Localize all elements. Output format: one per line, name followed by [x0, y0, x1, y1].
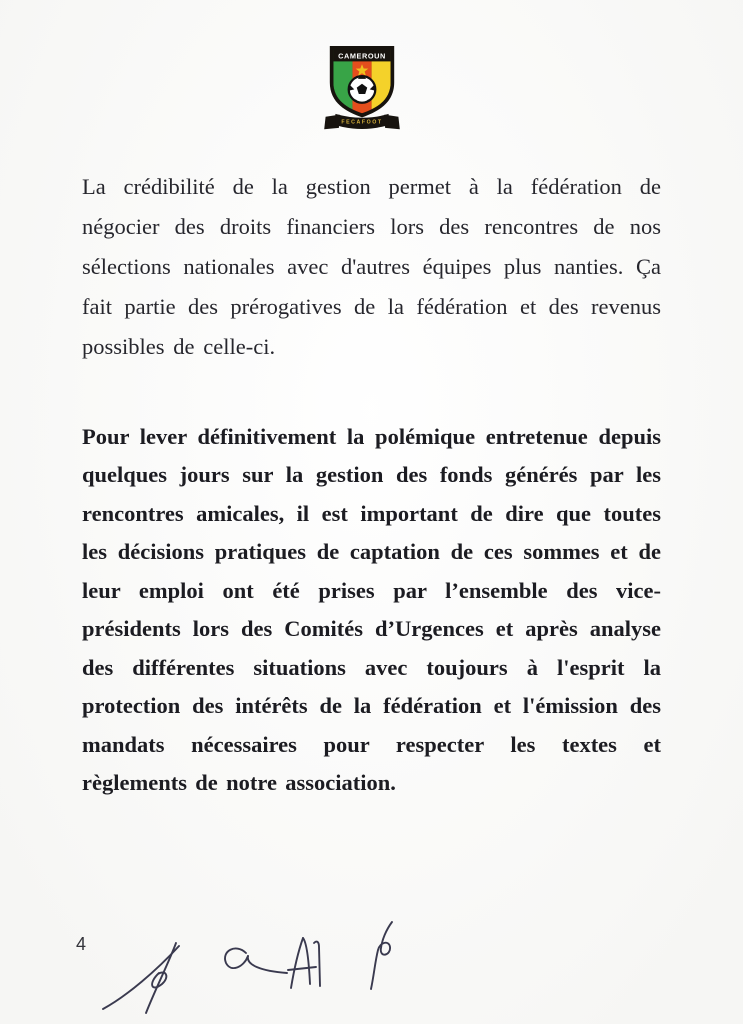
- page-number: 4: [76, 934, 87, 954]
- signature-marks: [95, 912, 415, 1020]
- crest-country-label: CAMEROUN: [338, 51, 386, 61]
- paragraph-credibilite: La crédibilité de la gestion permet à la fédération de négocier des droits financiers lors des rencontres de nos sélections nationales avec d'autres équipes plus nanties. Ça fait partie des prérogatives de la fédération et des revenus possibles de celle-ci.: [82, 173, 661, 359]
- signature-2: [225, 948, 287, 973]
- signature-3: [288, 938, 320, 988]
- crest-graphic: [320, 40, 404, 136]
- signature-1: [103, 943, 179, 1013]
- signature-4: [371, 922, 392, 989]
- paragraph-polemique: Pour lever définitivement la polémique entretenue depuis quelques jours sur la gestion des fonds générés par les rencontres amicales, il est important de dire que toutes les décisions pratiques de captation de ces sommes et de leur emploi ont été prises par l’ensemble des vice-présidents lors des Comités d’Urgences et après analyse des différentes situations avec toujours à l'esprit la protection des intérêts de la fédération et l'émission des mandats nécessaires pour respecter les textes et règlements de notre association.: [82, 423, 661, 795]
- fecafoot-crest-logo: [320, 40, 404, 136]
- crest-ribbon-label: FECAFOOT: [341, 119, 383, 126]
